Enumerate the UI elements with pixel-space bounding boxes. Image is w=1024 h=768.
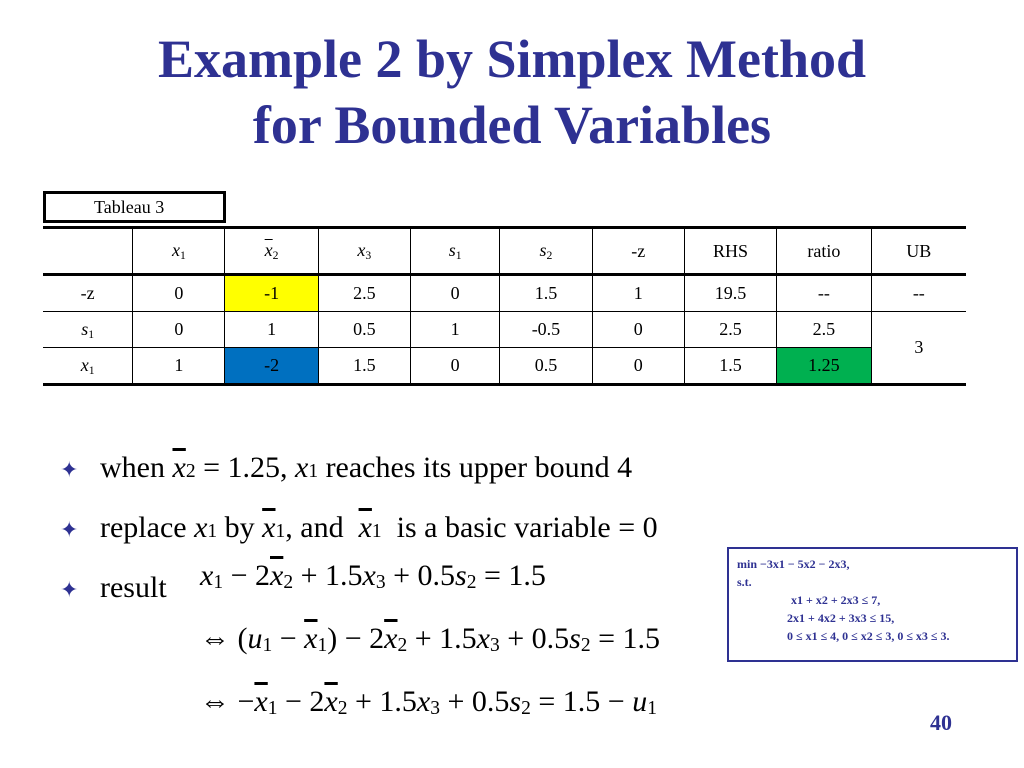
header-x2bar: $\overline{x}_2$ (225, 228, 318, 275)
cell: 0 (411, 275, 500, 312)
row-basis: -z (43, 275, 133, 312)
cell: 1 (411, 312, 500, 348)
bullet-item: ✦ replace x 1 by $\overline{x}$ 1 , and $\overline{x}$ 1 is a basic variable = 0 (60, 500, 658, 560)
page-number: 40 (930, 710, 952, 735)
cell: -- (777, 275, 871, 312)
header-neg-z: -z (592, 228, 684, 275)
cell: 2.5 (684, 312, 776, 348)
tableau-header-row (43, 228, 966, 275)
cell: 0 (592, 312, 684, 348)
tableau-row-x1 (43, 348, 966, 385)
cell-ub-merged: 3 (871, 312, 966, 385)
header-ratio: ratio (777, 228, 871, 275)
cell: 0 (133, 312, 225, 348)
cell: -0.5 (500, 312, 592, 348)
cell-pivot-element: -2 (225, 348, 318, 385)
cell: 1 (133, 348, 225, 385)
cell: -- (871, 275, 966, 312)
cell-pivot-col-highlight: -1 (225, 275, 318, 312)
header-ub: UB (871, 228, 966, 275)
equation-line-1: $x_1 - 2\overline{x}_2 + 1.5x_3 + 0.5s_2 = 1.5$ (200, 559, 546, 593)
bullet-text: when (100, 451, 165, 484)
title-line-2: for Bounded Variables (252, 95, 772, 155)
cell: 0 (133, 275, 225, 312)
cell: 0.5 (500, 348, 592, 385)
lp-model-box (727, 547, 1018, 662)
slide-title (0, 26, 1024, 158)
model-constraint-2: 2x1 + 4x2 + 3x3 ≤ 15, (787, 611, 895, 625)
cell-min-ratio: 1.25 (777, 348, 871, 385)
four-point-star-icon: ✦ (60, 517, 79, 542)
cell: 1.5 (318, 348, 410, 385)
model-constraint-1: x1 + x2 + 2x3 ≤ 7, (791, 593, 881, 607)
cell: 0 (411, 348, 500, 385)
header-s1: $s_1$ (411, 228, 500, 275)
header-s2: $s_2$ (500, 228, 592, 275)
four-point-star-icon: ✦ (60, 577, 79, 602)
bullet-text: result (100, 571, 167, 604)
model-st: s.t. (737, 575, 752, 589)
header-rhs: RHS (684, 228, 776, 275)
cell: 1.5 (500, 275, 592, 312)
cell: 1 (592, 275, 684, 312)
model-bounds: 0 ≤ x1 ≤ 4, 0 ≤ x2 ≤ 3, 0 ≤ x3 ≤ 3. (787, 629, 950, 643)
cell: 19.5 (684, 275, 776, 312)
cell: 0.5 (318, 312, 410, 348)
cell: 2.5 (777, 312, 871, 348)
model-objective: min −3x1 − 5x2 − 2x3, (737, 557, 850, 571)
bullet-item: ✦ when $\overline{x}$ 2 = 1.25, x 1 reaches its upper bound 4 (60, 440, 658, 500)
cell: 0 (592, 348, 684, 385)
four-point-star-icon: ✦ (60, 457, 79, 482)
equation-line-3: ⇔ $-\overline{x}_1 - 2\overline{x}_2 + 1.5x_3 + 0.5s_2 = 1.5 - u_1$ (200, 685, 657, 719)
header-x3: $x_3$ (318, 228, 410, 275)
bullet-text: reaches its upper bound 4 (325, 451, 633, 484)
tableau-row-z (43, 275, 966, 312)
equation-line-2: ⇔ $(u_1 - \overline{x}_1) - 2\overline{x}_2 + 1.5x_3 + 0.5s_2 = 1.5$ (200, 622, 661, 656)
tableau-label: Tableau 3 (43, 191, 226, 223)
cell: 1.5 (684, 348, 776, 385)
bullet-text: replace (100, 511, 187, 544)
equation-block (200, 548, 660, 737)
cell: 1 (225, 312, 318, 348)
row-basis: $x_1$ (43, 348, 133, 385)
tableau-row-s1 (43, 312, 966, 348)
header-x1: $x_1$ (133, 228, 225, 275)
header-basis (43, 228, 133, 275)
simplex-tableau (43, 226, 966, 386)
cell: 2.5 (318, 275, 410, 312)
title-line-1: Example 2 by Simplex Method (157, 29, 867, 89)
row-basis: $s_1$ (43, 312, 133, 348)
